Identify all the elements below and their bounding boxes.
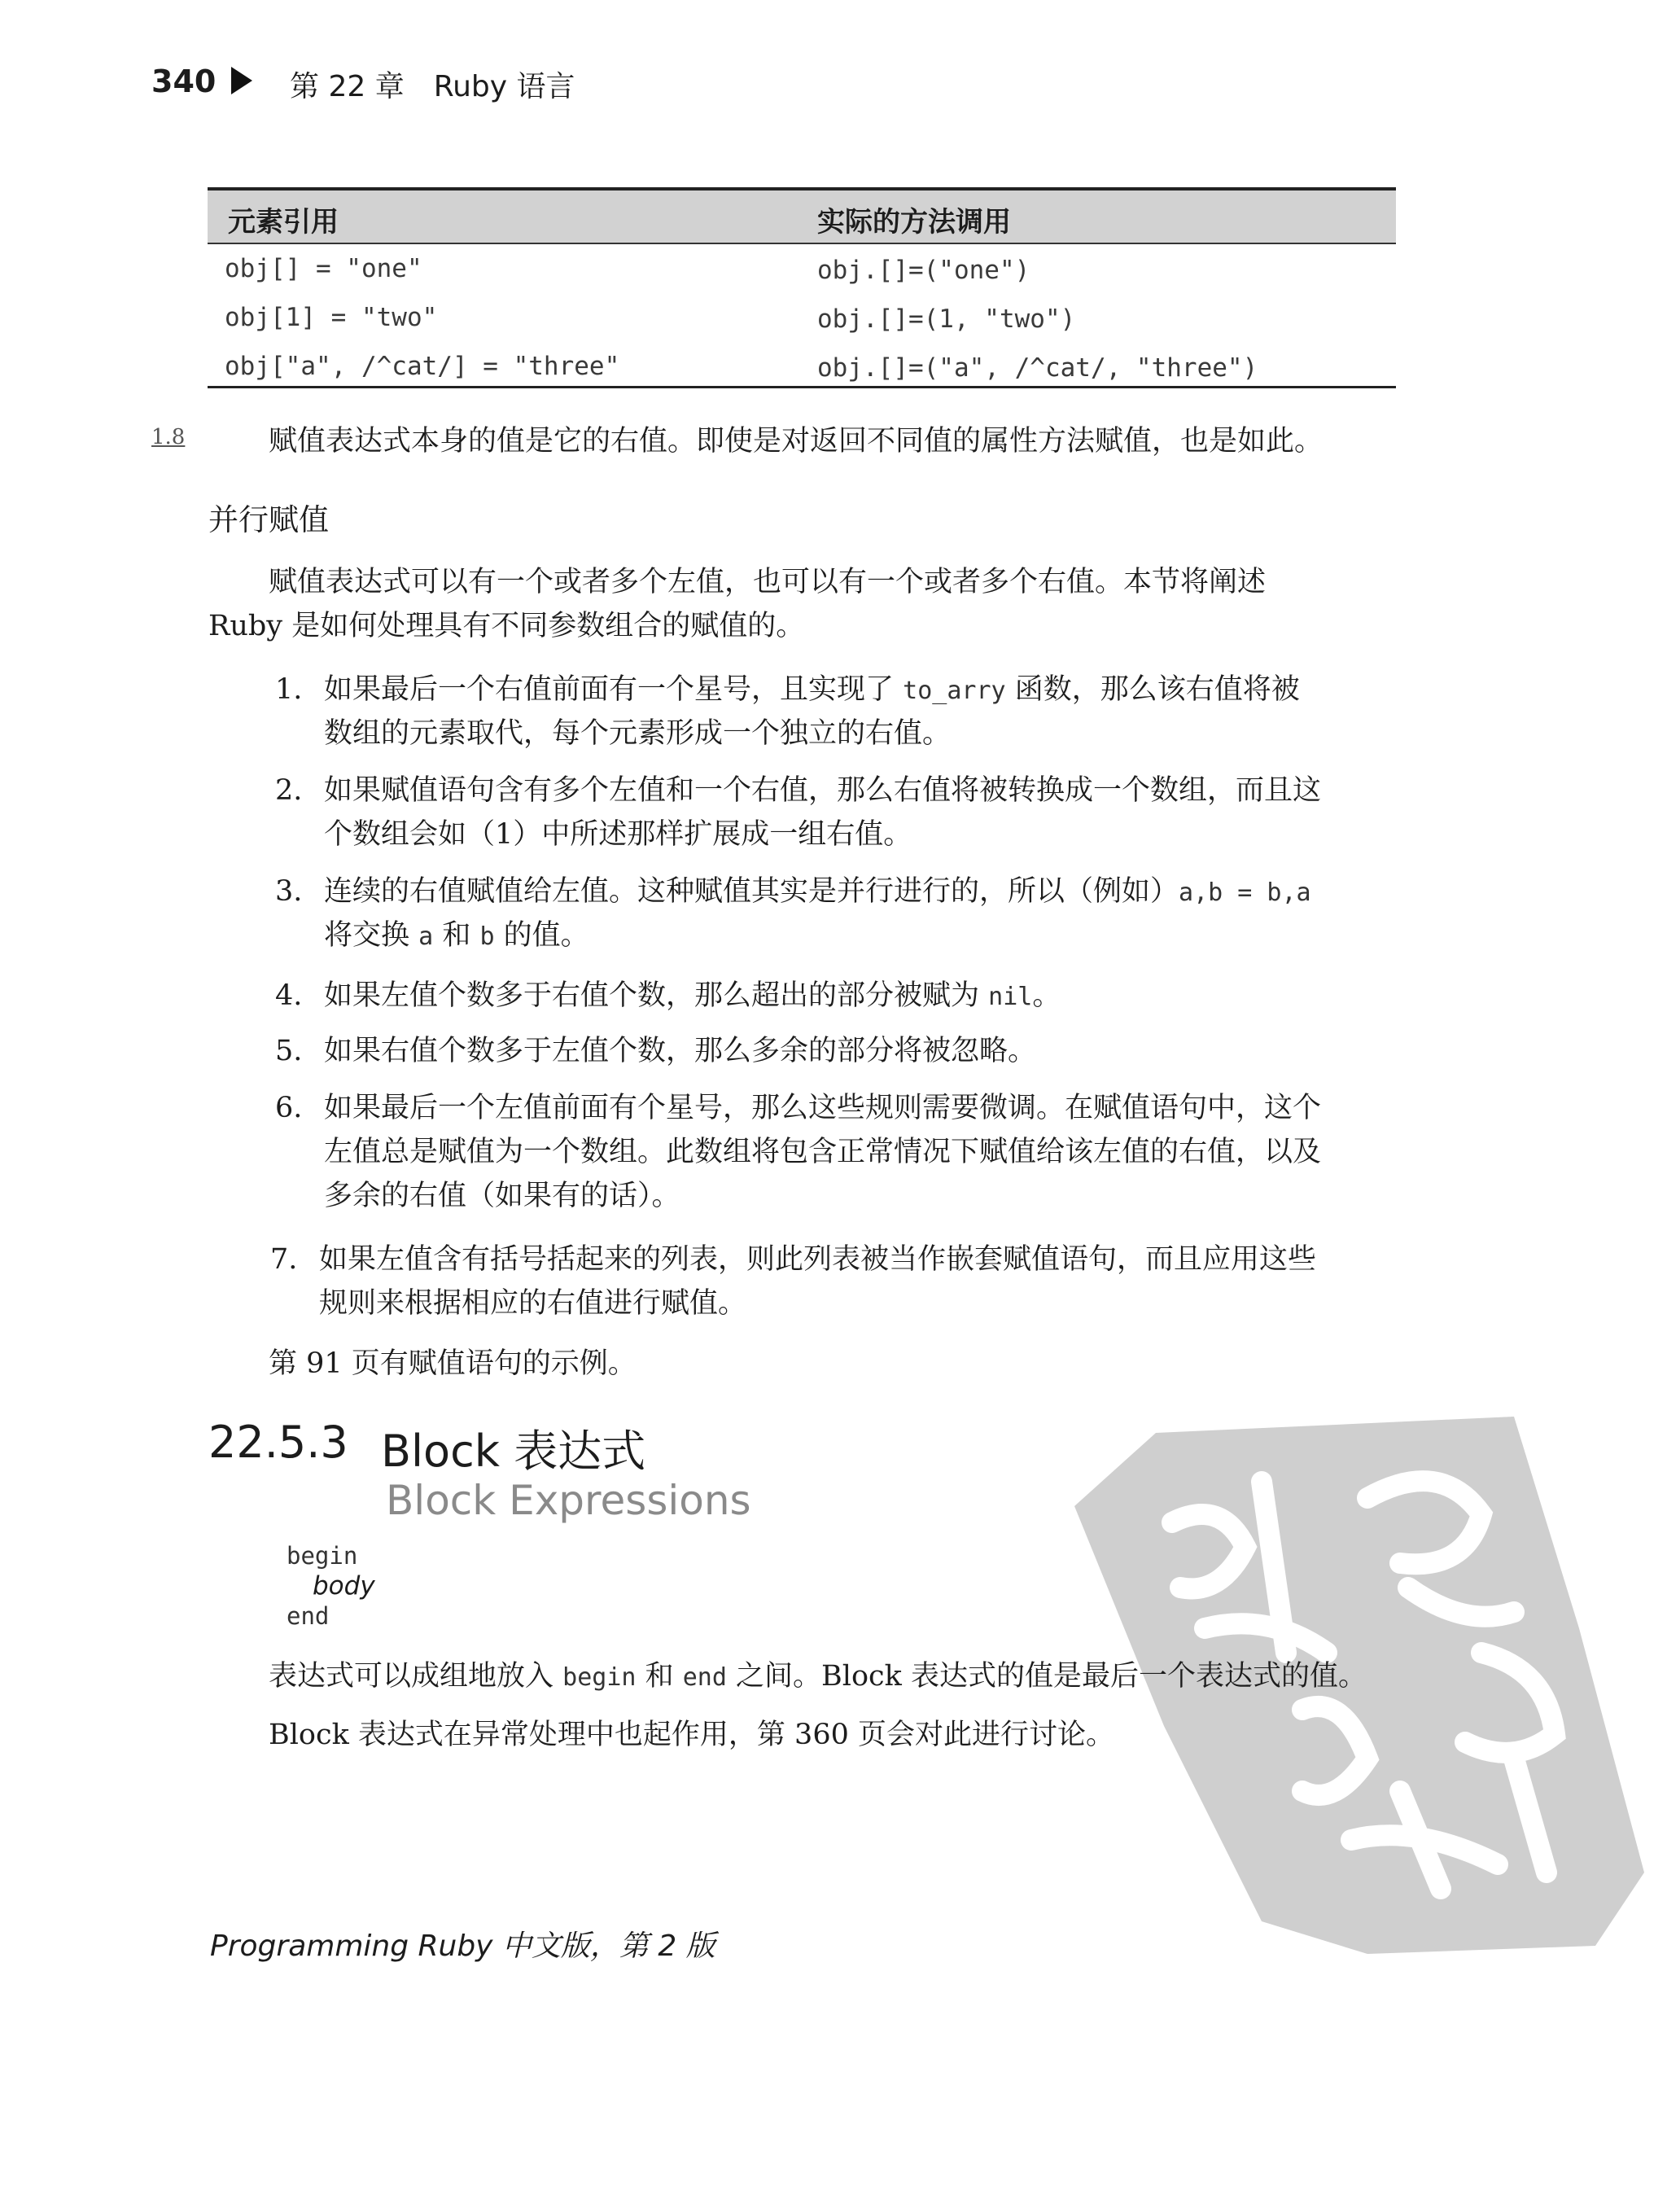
list-item-text: 的值。	[494, 919, 589, 952]
list-item-line: 如果赋值语句含有多个左值和一个右值，那么右值将被转换成一个数组，而且这	[324, 774, 1322, 807]
intro-paragraph-line: 赋值表达式可以有一个或者多个左值，也可以有一个或者多个右值。本节将阐述	[269, 566, 1267, 598]
section-title: Block 表达式	[381, 1426, 646, 1477]
table-cell: obj.[]=("one")	[817, 256, 1030, 285]
inline-code: b	[479, 922, 495, 951]
list-item-text: 函数，那么该右值将被	[1005, 673, 1300, 706]
inline-code: a,b = b,a	[1179, 878, 1311, 907]
code-keyword-begin: begin	[287, 1542, 358, 1570]
paragraph-block-expression	[269, 1654, 1367, 1700]
list-item-line: 如果右值个数多于左值个数，那么多余的部分将被忽略。	[324, 1035, 1037, 1067]
table-cell: obj.[]=(1, "two")	[817, 304, 1076, 334]
list-item-text: 如果最后一个右值前面有一个星号，且实现了	[324, 673, 904, 706]
inline-code: a	[418, 922, 434, 951]
table-bottom-rule	[208, 386, 1396, 388]
table-header-method-call: 实际的方法调用	[817, 206, 1011, 239]
list-item-line	[324, 668, 1300, 713]
list-item-text: 如果左值个数多于右值个数，那么超出的部分被赋为	[324, 979, 989, 1012]
chapter-heading: 第 22 章 Ruby 语言	[290, 70, 575, 103]
table-header-band	[208, 191, 1396, 243]
inline-code: begin	[562, 1663, 637, 1692]
list-item-line: 规则来根据相应的右值进行赋值。	[319, 1287, 747, 1320]
section-number: 22.5.3	[208, 1417, 348, 1468]
list-item-text: 将交换	[324, 919, 419, 952]
list-item-number: 5.	[275, 1035, 303, 1067]
paragraph-text: 和	[636, 1660, 683, 1693]
table-header-element-reference: 元素引用	[228, 206, 339, 239]
list-item-text: 和	[433, 919, 480, 952]
table-header-rule	[208, 243, 1396, 244]
subsection-heading: 并行赋值	[208, 502, 329, 537]
triangle-right-icon	[231, 67, 252, 94]
inline-code: to_arry	[903, 677, 1006, 705]
list-item-line	[324, 974, 1061, 1019]
table-cell: obj[] = "one"	[225, 254, 422, 283]
list-item-line: 如果最后一个左值前面有个星号，那么这些规则需要微调。在赋值语句中，这个	[324, 1092, 1322, 1124]
section-subtitle: Block Expressions	[386, 1477, 751, 1524]
list-item-line	[324, 913, 589, 959]
list-item-number: 7.	[270, 1243, 298, 1276]
list-item-line: 数组的元素取代，每个元素形成一个独立的右值。	[324, 717, 952, 750]
list-item-line: 个数组会如（1）中所述那样扩展成一组右值。	[324, 818, 912, 851]
table-cell: obj.[]=("a", /^cat/, "three")	[817, 353, 1258, 383]
list-item-number: 6.	[275, 1092, 303, 1124]
inline-code: nil	[988, 983, 1033, 1011]
book-footer: Programming Ruby 中文版，第 2 版	[210, 1929, 715, 1963]
version-margin-note: 1.8	[151, 425, 186, 449]
table-cell: obj["a", /^cat/] = "three"	[225, 352, 620, 381]
paragraph-exception-handling: Block 表达式在异常处理中也起作用，第 360 页会对此进行讨论。	[269, 1719, 1114, 1751]
list-item-number: 3.	[275, 875, 303, 908]
code-keyword-end: end	[287, 1602, 330, 1630]
page-number: 340	[151, 64, 217, 99]
list-item-number: 1.	[275, 673, 303, 706]
list-item-line	[324, 869, 1311, 915]
table-cell: obj[1] = "two"	[225, 303, 438, 332]
examples-reference: 第 91 页有赋值语句的示例。	[269, 1347, 637, 1380]
intro-paragraph-line: Ruby 是如何处理具有不同参数组合的赋值的。	[208, 610, 805, 642]
list-item-number: 2.	[275, 774, 303, 807]
paragraph-text: 表达式可以成组地放入	[269, 1660, 563, 1693]
code-body-placeholder: body	[313, 1571, 375, 1601]
list-item-text: 连续的右值赋值给左值。这种赋值其实是并行进行的，所以（例如）	[324, 875, 1179, 908]
paragraph-assignment-value: 赋值表达式本身的值是它的右值。即使是对返回不同值的属性方法赋值，也是如此。	[269, 425, 1324, 458]
list-item-number: 4.	[275, 979, 303, 1012]
list-item-line: 左值总是赋值为一个数组。此数组将包含正常情况下赋值给该左值的右值，以及	[324, 1136, 1322, 1168]
paragraph-text: 之间。Block 表达式的值是最后一个表达式的值。	[726, 1660, 1367, 1693]
list-item-text: 。	[1032, 979, 1061, 1012]
inline-code: end	[682, 1663, 727, 1692]
list-item-line: 如果左值含有括号括起来的列表，则此列表被当作嵌套赋值语句，而且应用这些	[319, 1243, 1317, 1276]
list-item-line: 多余的右值（如果有的话）。	[324, 1180, 680, 1212]
